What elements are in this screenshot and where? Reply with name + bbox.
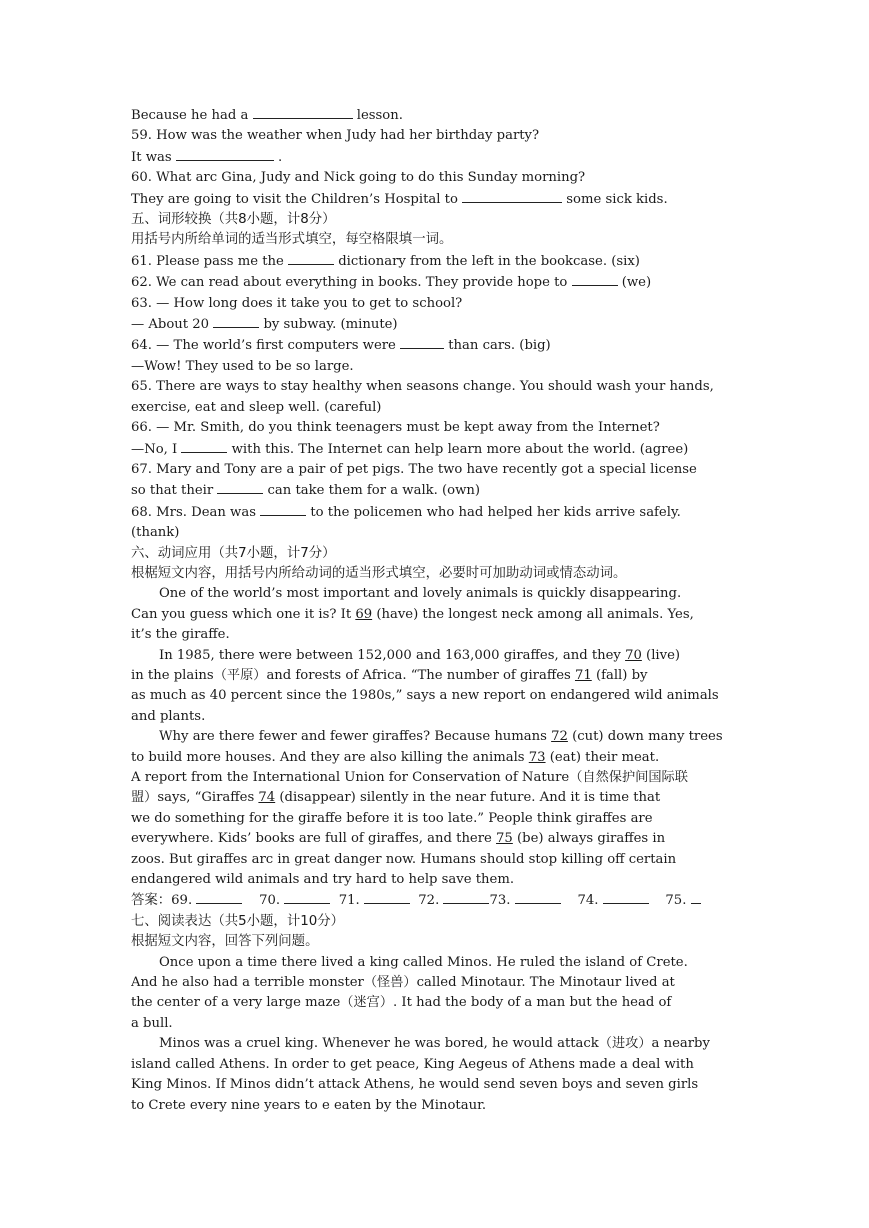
q59-answer-line: It was . — [131, 147, 737, 168]
passage6-line: we do something for the giraffe before it is too late.” People think giraffes are — [131, 810, 653, 826]
blank-number-73: 73 — [528, 749, 546, 765]
passage7-line: Minos was a cruel king. Whenever he was bored, he would attack（进攻）a nearby — [159, 1036, 710, 1052]
answer-row: 答案：69. 70. 71. 72. 73. 74. 75. — [131, 890, 737, 911]
section-5-title: 五、词形较换（共8小题，计8分） — [131, 212, 336, 228]
passage7-line: King Minos. If Minos didn’t attack Athens, he would send seven boys and seven girls — [131, 1077, 699, 1093]
passage6-line: endangered wild animals and try hard to help save them. — [131, 872, 515, 888]
q60-question: 60. What arc Gina, Judy and Nick going to do this Sunday morning? — [131, 170, 586, 186]
q64-question: 64. — The world’s first computers were than cars. (big) — [131, 335, 737, 356]
passage6-line: In 1985, there were between 152,000 and 163,000 giraffes, and they 70 (live) — [159, 647, 681, 663]
passage6-line: Why are there fewer and fewer giraffes? Because humans 72 (cut) down many trees — [159, 729, 723, 745]
q66-answer: —No, I with this. The Internet can help learn more about the world. (agree) — [131, 439, 737, 460]
q60-answer-line: They are going to visit the Children’s Hospital to some sick kids. — [131, 189, 737, 210]
answer-blank[interactable] — [288, 251, 334, 265]
q64-reply: —Wow! They used to be so large. — [131, 358, 354, 374]
answer-blank[interactable] — [572, 272, 618, 286]
answer-blank[interactable] — [181, 439, 227, 453]
q67-line1: 67. Mary and Tony are a pair of pet pigs. The two have recently got a special license — [131, 461, 697, 477]
blank-number-69: 69 — [355, 606, 373, 622]
q68-line2: (thank) — [131, 525, 180, 541]
q61: 61. Please pass me the dictionary from the left in the bookcase. (six) — [131, 251, 737, 272]
section-5-instruction: 用括号内所给单词的适当形式填空，每空格限填一词。 — [131, 232, 453, 248]
q65-line1: 65. There are ways to stay healthy when seasons change. You should wash your hands, — [131, 379, 714, 395]
answer-blank-69[interactable] — [196, 890, 242, 904]
q66-question: 66. — Mr. Smith, do you think teenagers must be kept away from the Internet? — [131, 420, 660, 436]
worksheet-page — [131, 105, 737, 1116]
passage6-line: Can you guess which one it is? It 69 (have) the longest neck among all animals. Yes, — [131, 606, 694, 622]
passage7-line: island called Athens. In order to get peace, King Aegeus of Athens made a deal with — [131, 1056, 694, 1072]
q59-question: 59. How was the weather when Judy had her birthday party? — [131, 128, 540, 144]
answer-blank-71[interactable] — [364, 890, 410, 904]
passage7-line: to Crete every nine years to e eaten by the Minotaur. — [131, 1097, 487, 1113]
section-7-instruction: 根据短文内容，回答下列问题。 — [131, 934, 319, 950]
blank-number-71: 71 — [574, 667, 592, 683]
blank-number-72: 72 — [551, 729, 568, 745]
answer-label: 答案： — [131, 893, 172, 909]
q62: 62. We can read about everything in books. They provide hope to (we) — [131, 272, 737, 293]
passage6-line: and plants. — [131, 708, 206, 724]
passage6-line: zoos. But giraffes arc in great danger now. Humans should stop killing off certain — [131, 851, 677, 867]
passage6-line: One of the world’s most important and lovely animals is quickly disappearing. — [159, 586, 682, 602]
answer-blank[interactable] — [176, 147, 274, 161]
passage6-line: in the plains（平原）and forests of Africa. “The number of giraffes 71 (fall) by — [131, 667, 648, 683]
answer-blank-74[interactable] — [603, 890, 649, 904]
answer-blank-72[interactable] — [443, 890, 489, 904]
answer-blank[interactable] — [213, 314, 259, 328]
answer-blank[interactable] — [400, 335, 444, 349]
blank-number-74: 74 — [258, 790, 276, 806]
passage7-line: a bull. — [131, 1015, 173, 1031]
blank-number-70: 70 — [625, 647, 642, 663]
blank-number-75: 75 — [496, 831, 513, 847]
passage7-line: And he also had a terrible monster（怪兽）called Minotaur. The Minotaur lived at — [131, 975, 675, 991]
passage7-line: the center of a very large maze（迷宫）. It had the body of a man but the head of — [131, 995, 672, 1011]
passage6-line: to build more houses. And they are also killing the animals 73 (eat) their meat. — [131, 749, 660, 765]
answer-blank[interactable] — [253, 105, 353, 119]
q63-answer: — About 20 by subway. (minute) — [131, 314, 737, 335]
answer-blank-73[interactable] — [515, 890, 561, 904]
q58-answer-line: Because he had a lesson. — [131, 105, 737, 126]
answer-blank[interactable] — [260, 502, 306, 516]
section-6-instruction: 根椐短文内容，用括号内所给动词的适当形式填空，必要时可加助动词或情态动词。 — [131, 565, 627, 581]
passage7-line: Once upon a time there lived a king called Minos. He ruled the island of Crete. — [159, 954, 688, 970]
answer-blank-70[interactable] — [284, 890, 330, 904]
passage6-line: it’s the giraffe. — [131, 627, 230, 643]
passage6-line: everywhere. Kids’ books are full of giraffes, and there 75 (be) always giraffes in — [131, 831, 666, 847]
passage6-line: 盟）says, “Giraffes 74 (disappear) silently in the near future. And it is time that — [131, 790, 661, 806]
q63-question: 63. — How long does it take you to get to school? — [131, 295, 463, 311]
q67-line2: so that their can take them for a walk. (own) — [131, 480, 737, 501]
passage6-line: as much as 40 percent since the 1980s,” says a new report on endangered wild animals — [131, 688, 719, 704]
passage6-line: A report from the International Union for Conservation of Nature（自然保护间国际联 — [131, 770, 688, 785]
q65-line2: exercise, eat and sleep well. (careful) — [131, 399, 382, 415]
section-6-title: 六、动词应用（共7小题，计7分） — [131, 545, 336, 561]
section-7-title: 七、阅读表达（共5小题，计10分） — [131, 913, 345, 929]
q68-line1: 68. Mrs. Dean was to the policemen who had helped her kids arrive safely. — [131, 502, 737, 523]
answer-blank[interactable] — [217, 480, 263, 494]
answer-blank-75[interactable] — [691, 890, 701, 904]
answer-blank[interactable] — [462, 189, 562, 203]
